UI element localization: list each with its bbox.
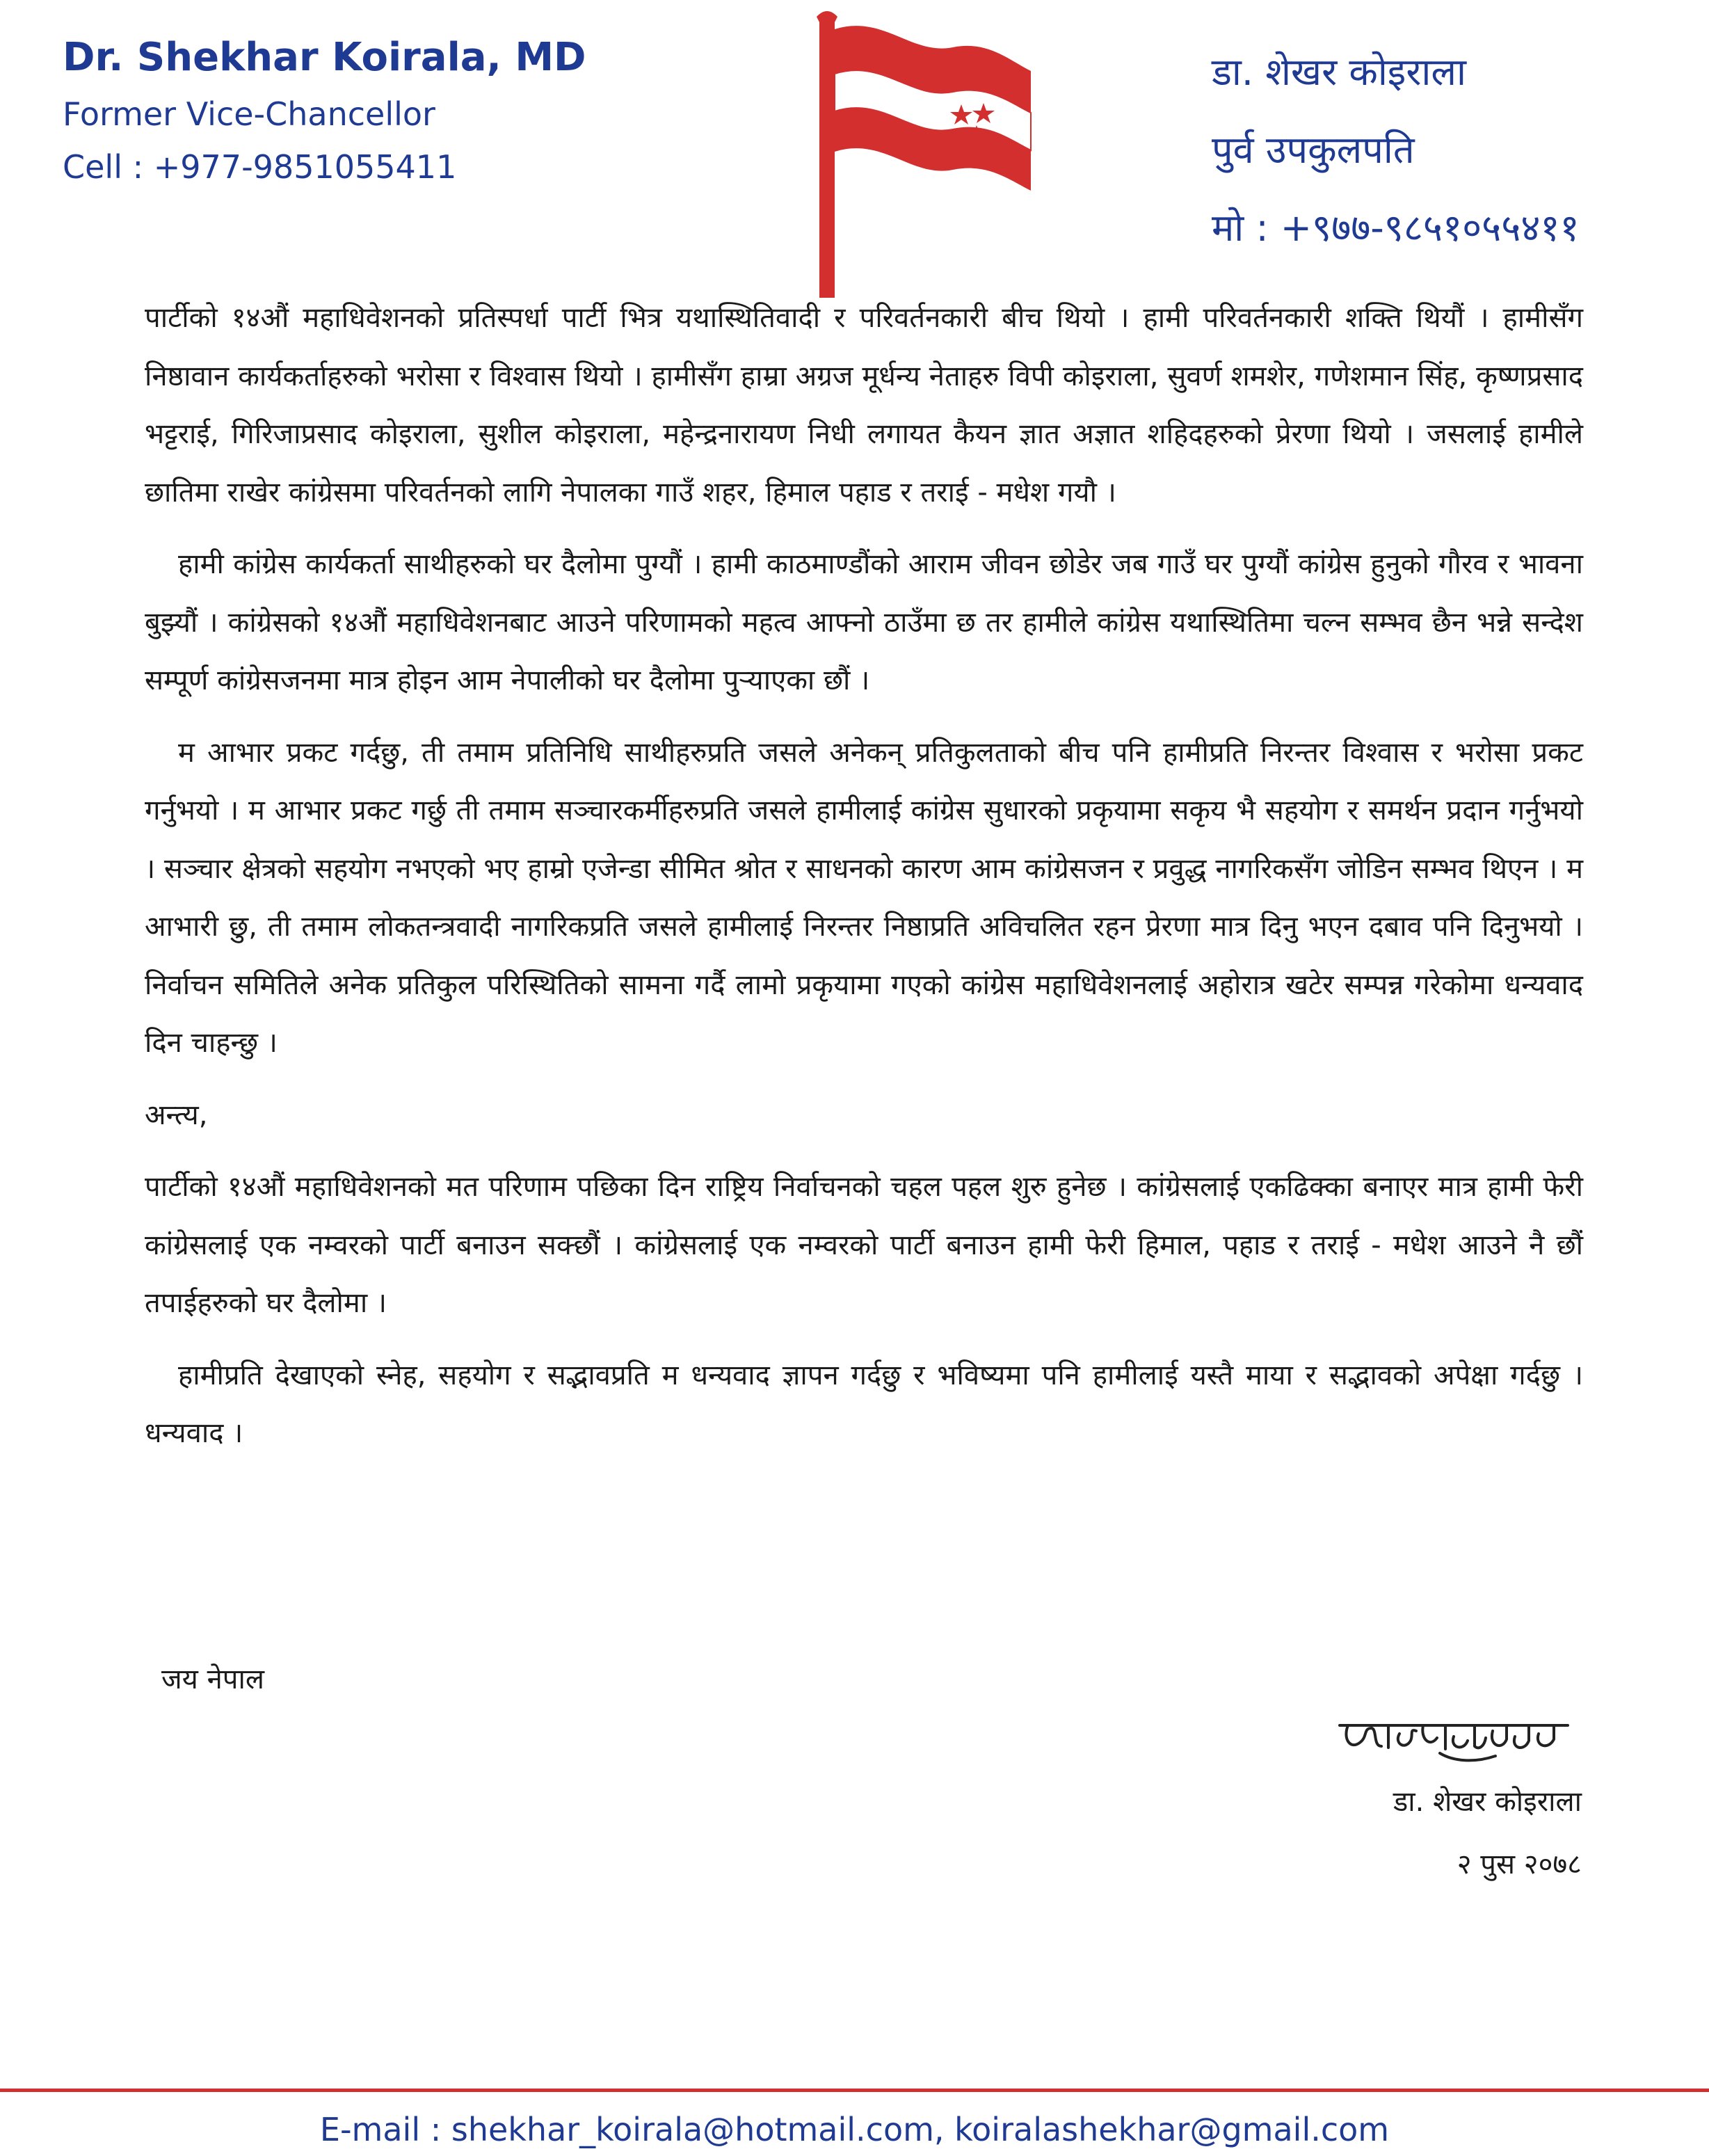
flag-pole-top: [817, 11, 837, 22]
greeting-jay-nepal: जय नेपाल: [161, 1663, 264, 1695]
footer-divider: [0, 2089, 1709, 2092]
author-name-english: Dr. Shekhar Koirala, MD: [63, 35, 586, 80]
signatory-name: डा. शेखर कोइराला: [1393, 1786, 1582, 1818]
nepali-congress-flag-icon: [779, 7, 1036, 299]
author-cell-nepali: मो : +९७७-९८५१०५५४११: [1212, 206, 1580, 250]
author-cell-english: Cell : +977-9851055411: [63, 148, 457, 186]
footer-email: E-mail : shekhar_koirala@hotmail.com, koiralashekhar@gmail.com: [319, 2111, 1390, 2148]
english-letterhead: [63, 28, 586, 193]
author-title-english: Former Vice-Chancellor: [63, 95, 435, 133]
letter-date: २ पुस २०७८: [1457, 1848, 1582, 1880]
closing-label: अन्त्य,: [145, 1099, 208, 1131]
paragraph-5: हामीप्रति देखाएको स्नेह, सहयोग र सद्भावप्रति म धन्यवाद ज्ञापन गर्दछु र भविष्यमा पनि हामीलाई यस्तै माया र सद्भावको अपेक्षा गर्दछु । धन्यवाद ।: [145, 1359, 1583, 1449]
paragraph-2: हामी कांग्रेस कार्यकर्ता साथीहरुको घर दैलोमा पुग्यौं । हामी काठमाण्डौंको आराम जीवन छोडेर जब गाउँ घर पुग्यौं कांग्रेस हुनुको गौरव र भावना बुझ्यौं । कांग्रेसको १४औं महाधिवेशनबाट आउने परिणामको महत्व आफ्नो ठाउँमा छ तर हामीले कांग्रेस यथास्थितिमा चल्न सम्भव छैन भन्ने सन्देश सम्पूर्ण कांग्रेसजनमा मात्र होइन आम नेपालीको घर दैलोमा पुर्‍याएका छौं ।: [145, 548, 1583, 696]
paragraph-3: म आभार प्रकट गर्दछु, ती तमाम प्रतिनिधि साथीहरुप्रति जसले अनेकन् प्रतिकुलताको बीच पनि हामीप्रति निरन्तर विश्वास र भरोसा प्रकट गर्नुभयो । म आभार प्रकट गर्छु ती तमाम सञ्चारकर्मीहरुप्रति जसले हामीलाई कांग्रेस सुधारको प्रकृयामा सकृय भै सहयोग र समर्थन प्रदान गर्नुभयो । सञ्चार क्षेत्रको सहयोग नभएको भए हाम्रो एजेन्डा सीमित श्रोत र साधनको कारण आम कांग्रेसजन र प्रवुद्ध नागरिकसँग जोडिन सम्भव थिएन । म आभारी छु, ती तमाम लोकतन्त्रवादी नागरिकप्रति जसले हामीलाई निरन्तर निष्ठाप्रति अविचलित रहन प्रेरणा मात्र दिनु भएन दबाव पनि दिनुभयो । निर्वाचन समितिले अनेक प्रतिकुल परिस्थितिको सामना गर्दै लामो प्रकृयामा गएको कांग्रेस महाधिवेशनलाई अहोरात्र खटेर सम्पन्न गरेकोमा धन्यवाद दिन चाहन्छु ।: [145, 736, 1583, 1059]
flag-pole: [819, 17, 835, 298]
letter-body: [145, 289, 1583, 1477]
signature-stroke: [1340, 1725, 1568, 1760]
handwritten-signature: [1335, 1698, 1572, 1764]
paragraph-4: पार्टीको १४औं महाधिवेशनको मत परिणाम पछिका दिन राष्ट्रिय निर्वाचनको चहल पहल शुरु हुनेछ । कांग्रेसलाई एकढिक्का बनाएर मात्र हामी फेरी कांग्रेसलाई एक नम्वरको पार्टी बनाउन सक्छौं । कांग्रेसलाई एक नम्वरको पार्टी बनाउन हामी फेरी हिमाल, पहाड र तराई - मधेश आउने नै छौं तपाईहरुको घर दैलोमा ।: [145, 1171, 1583, 1319]
author-name-nepali: डा. शेखर कोइराला: [1212, 50, 1466, 94]
nepali-letterhead: [1212, 33, 1580, 267]
author-title-nepali: पुर्व उपकुलपति: [1212, 128, 1415, 172]
paragraph-1: पार्टीको १४औं महाधिवेशनको प्रतिस्पर्धा पार्टी भित्र यथास्थितिवादी र परिवर्तनकारी बीच थियो । हामी परिवर्तनकारी शक्ति थियौं । हामीसँग निष्ठावान कार्यकर्ताहरुको भरोसा र विश्वास थियो । हामीसँग हाम्रा अग्रज मूर्धन्य नेताहरु विपी कोइराला, सुवर्ण शमशेर, गणेशमान सिंह, कृष्णप्रसाद भट्टराई, गिरिजाप्रसाद कोइराला, सुशील कोइराला, महेन्द्रनारायण निधी लगायत कैयन ज्ञात अज्ञात शहिदहरुको प्रेरणा थियो । जसलाई हामीले छातिमा राखेर कांग्रेसमा परिवर्तनको लागि नेपालका गाउँ शहर, हिमाल पहाड र तराई - मधेश गयौ ।: [145, 302, 1583, 509]
